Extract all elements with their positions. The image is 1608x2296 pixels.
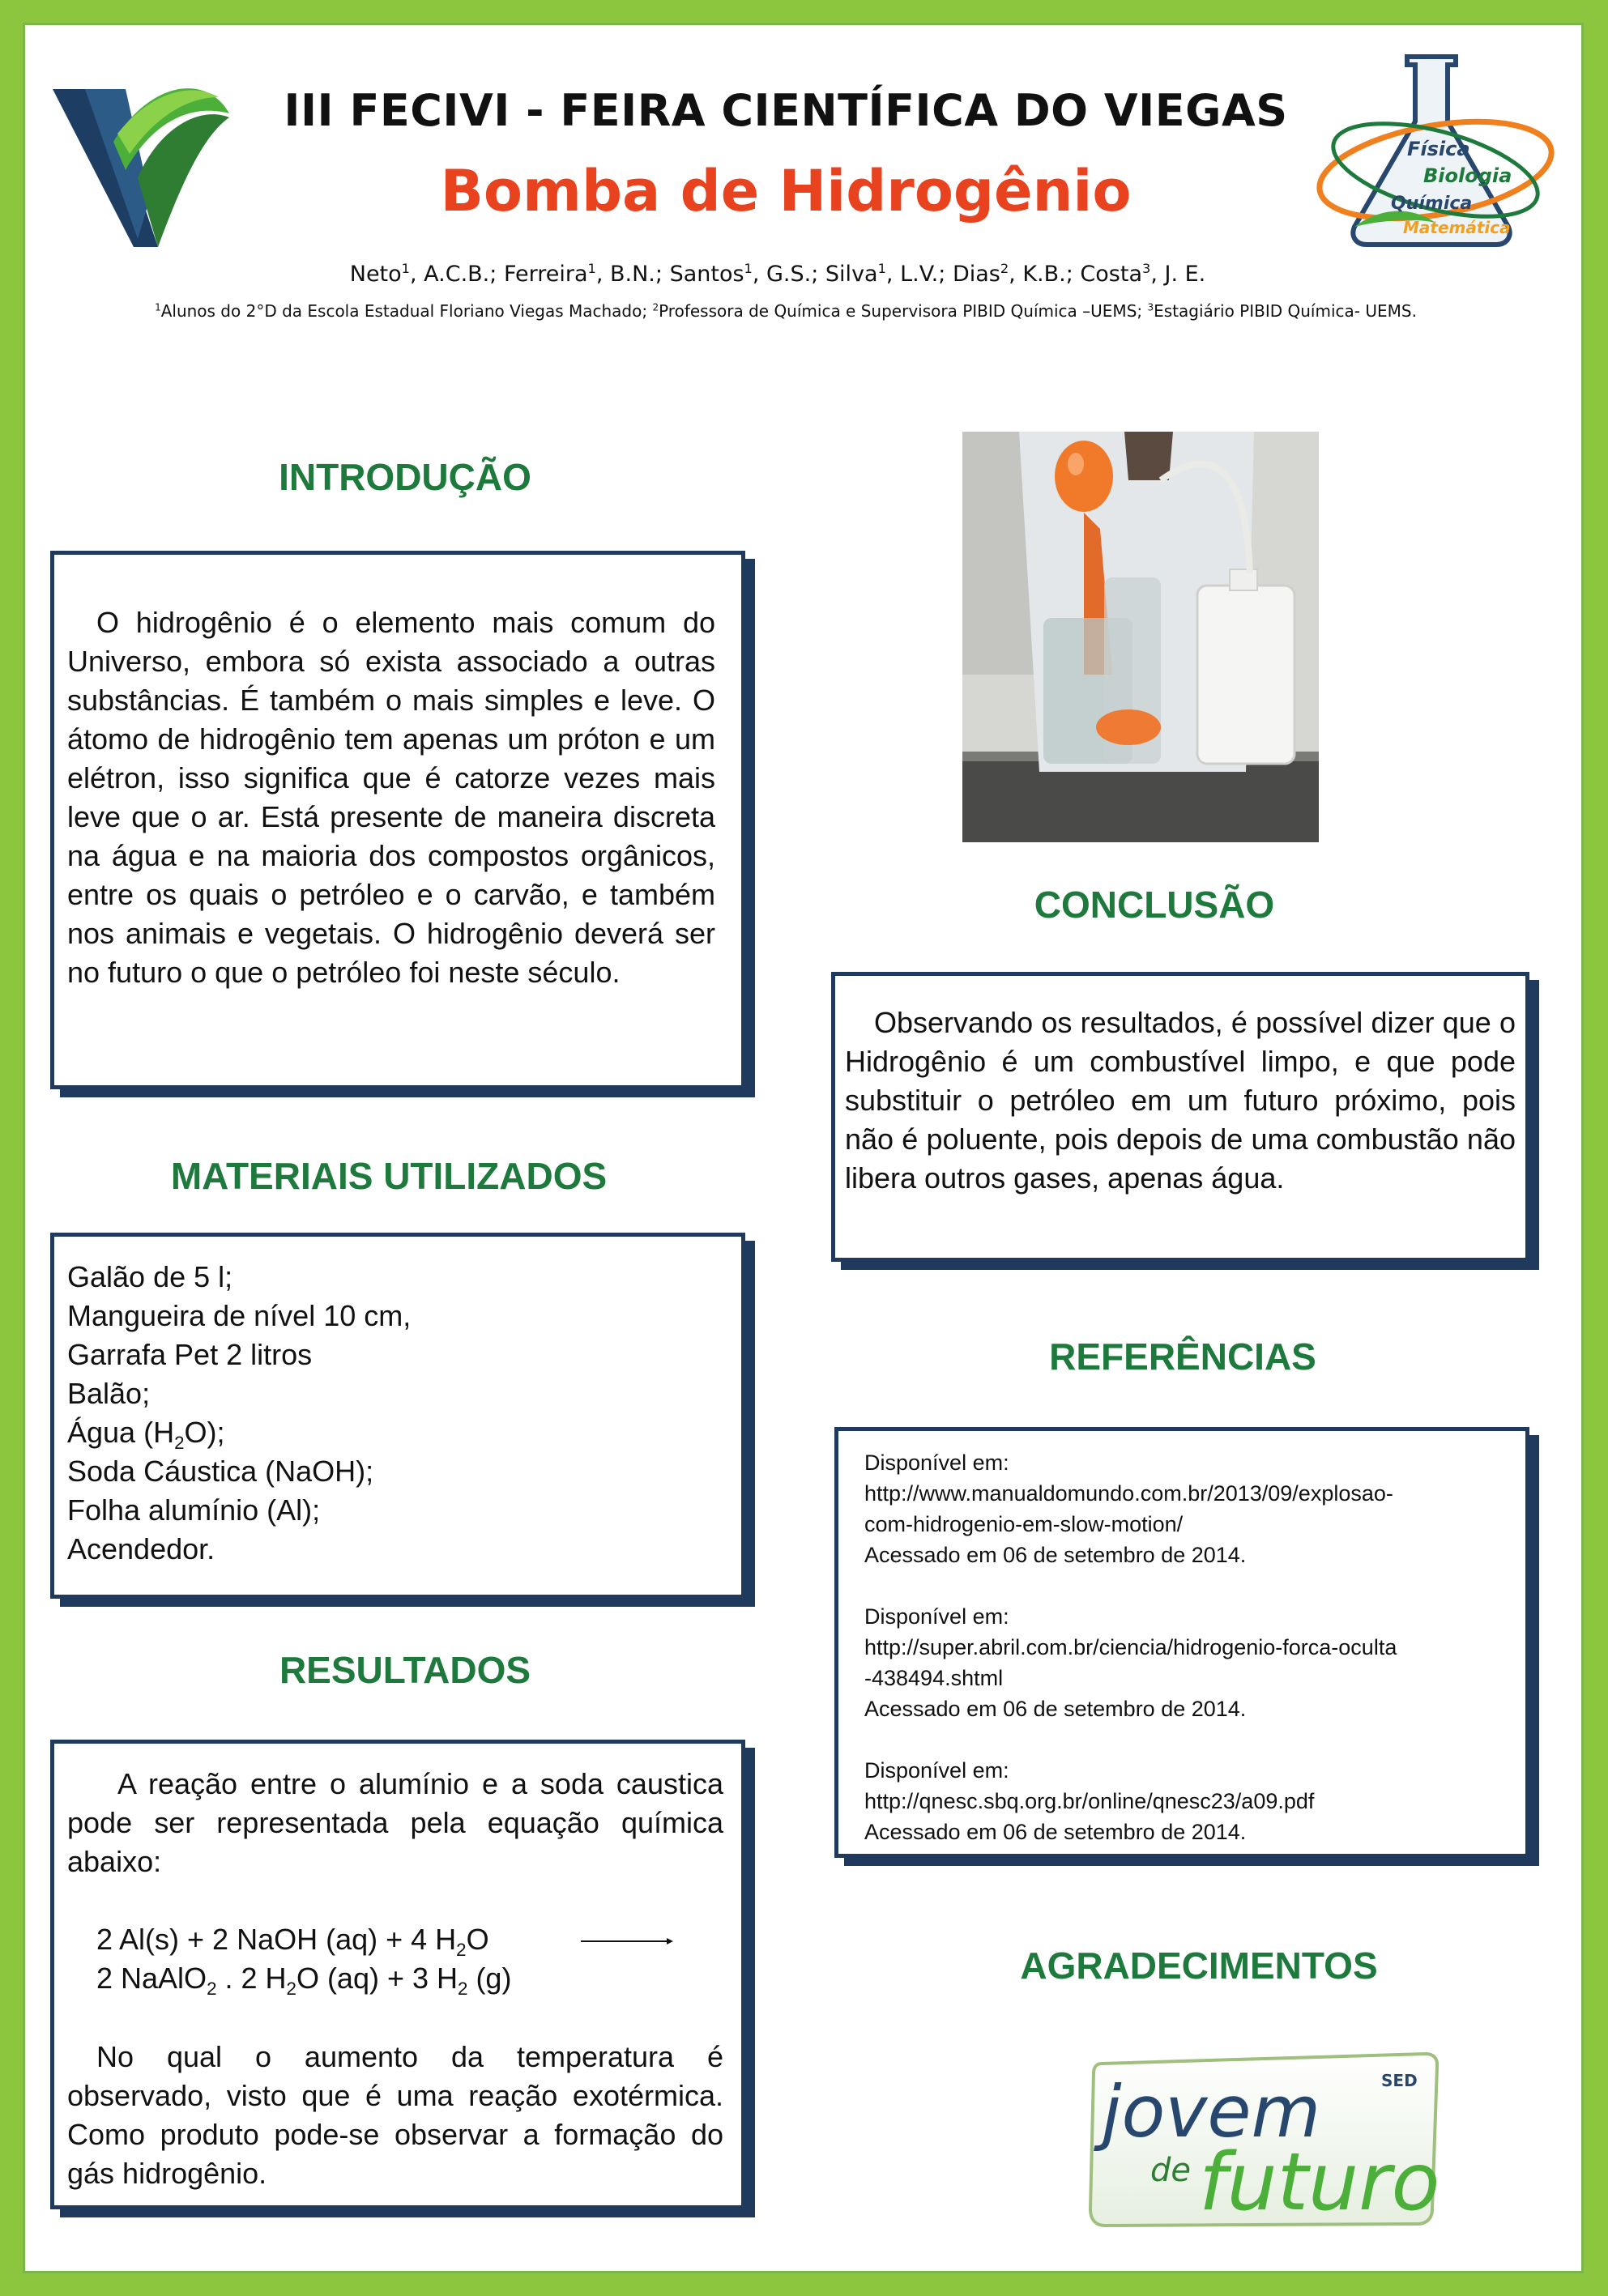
equation-line-1 — [96, 1920, 550, 1959]
affiliation-mark: 1 — [155, 301, 161, 313]
materiais-list — [67, 1258, 715, 1569]
author-mark: 2 — [1000, 261, 1009, 276]
resultados-intro: A reação entre o alumínio e a soda caustica pode ser representada pela equação química abaixo: — [67, 1767, 723, 1878]
referencias-box — [834, 1427, 1529, 1858]
reference-url-cont[interactable]: -438494.shtml — [864, 1666, 1004, 1690]
sponsor-word-jovem: jovem — [1102, 2070, 1321, 2153]
experiment-photo-illustration — [962, 432, 1319, 842]
water-text: Água (H — [67, 1416, 175, 1449]
equation-subscript: 2 — [286, 1979, 296, 2000]
list-item: Galão de 5 l; — [67, 1260, 233, 1293]
reference-url-cont[interactable]: com-hidrogenio-em-slow-motion/ — [864, 1512, 1184, 1536]
reference-url[interactable]: http://super.abril.com.br/ciencia/hidrogenio-forca-oculta — [864, 1635, 1397, 1659]
science-badge-logo — [1314, 49, 1573, 259]
author-initials: , A.C.B.; — [409, 262, 504, 287]
poster-title: Bomba de Hidrogênio — [440, 158, 1132, 224]
badge-word-fisica: Física — [1407, 138, 1470, 160]
reference-accessed: Acessado em 06 de setembro de 2014. — [864, 1697, 1247, 1721]
author-name: Santos — [669, 262, 744, 287]
equation-subscript: 2 — [456, 1940, 467, 1961]
resultados-box — [50, 1740, 745, 2209]
reaction-arrow-icon — [579, 1936, 676, 1946]
author-initials: , G.S.; — [752, 262, 825, 287]
author-initials: , K.B.; — [1009, 262, 1081, 287]
equation-text: O (aq) + 3 H — [296, 1962, 459, 1995]
reference-url[interactable]: http://www.manualdomundo.com.br/2013/09/explosao- — [864, 1481, 1393, 1506]
experiment-photo — [962, 432, 1319, 842]
author-mark: 1 — [744, 261, 753, 276]
author-initials: , B.N.; — [595, 262, 670, 287]
water-text-end: O); — [184, 1416, 225, 1449]
affiliation-text: Estagiário PIBID Química- UEMS. — [1154, 301, 1417, 321]
resultados-conclusion: No qual o aumento da temperatura é observado, visto que é uma reação exotérmica. Como produto pode-se observar a formação do gás hidrogênio. — [67, 2040, 723, 2190]
author-mark: 1 — [877, 261, 886, 276]
reference-label: Disponível em: — [864, 1758, 1009, 1783]
list-item: Folha alumínio (Al); — [67, 1493, 321, 1527]
list-item: Soda Cáustica (NaOH); — [67, 1455, 374, 1488]
list-item: Mangueira de nível 10 cm, — [67, 1299, 412, 1332]
author-initials: , J. E. — [1150, 262, 1206, 287]
author-name: Silva — [825, 262, 878, 287]
list-item: Acendedor. — [67, 1532, 215, 1565]
equation-text: 2 Al(s) + 2 NaOH (aq) + 4 H — [96, 1923, 457, 1956]
author-name: Costa — [1080, 262, 1142, 287]
equation-text: . 2 H — [216, 1962, 287, 1995]
equation-line-2 — [96, 1959, 712, 1998]
materiais-heading: MATERIAIS UTILIZADOS — [170, 1155, 608, 1197]
materiais-box — [50, 1233, 745, 1599]
author-initials: , L.V.; — [885, 262, 953, 287]
referencias-heading: REFERÊNCIAS — [1049, 1335, 1316, 1378]
author-name: Dias — [952, 262, 1000, 287]
affiliation-text: Alunos do 2°D da Escola Estadual Floriano Viegas Machado; — [160, 301, 653, 321]
reference-label: Disponível em: — [864, 1450, 1009, 1475]
reference-url[interactable]: http://qnesc.sbq.org.br/online/qnesc23/a09.pdf — [864, 1789, 1315, 1813]
conclusao-box — [831, 972, 1529, 1262]
equation-subscript: 2 — [207, 1979, 217, 2000]
badge-word-biologia: Biologia — [1423, 164, 1512, 187]
badge-word-matematica: Matemática — [1403, 218, 1511, 237]
reference-accessed: Acessado em 06 de setembro de 2014. — [864, 1820, 1247, 1844]
introducao-box — [50, 551, 745, 1089]
event-title: III FECIVI - FEIRA CIENTÍFICA DO VIEGAS — [284, 85, 1288, 136]
equation-text: (g) — [467, 1962, 512, 1995]
reference-item — [864, 1755, 1512, 1847]
equation-subscript: 2 — [458, 1979, 468, 2000]
agradecimentos-heading: AGRADECIMENTOS — [1020, 1945, 1378, 1987]
reference-item — [864, 1447, 1512, 1570]
conclusao-text: Observando os resultados, é possível dizer que o Hidrogênio é um combustível limpo, e que pode substituir o petróleo em um futuro próximo, pois não é poluente, pois depois de uma combustão não libera outros gases, apenas água. — [845, 1006, 1516, 1195]
sponsor-word-de: de — [1150, 2152, 1191, 2189]
equation-text: O — [466, 1923, 489, 1956]
list-item: Garrafa Pet 2 litros — [67, 1338, 313, 1371]
author-mark: 1 — [587, 261, 596, 276]
authors-line — [211, 262, 1345, 287]
equation-text: 2 NaAlO — [96, 1962, 207, 1995]
affiliations-line — [97, 301, 1474, 321]
affiliation-mark: 3 — [1147, 301, 1154, 313]
list-item: Balão; — [67, 1377, 151, 1410]
reference-item — [864, 1601, 1512, 1724]
affiliation-mark: 2 — [652, 301, 659, 313]
author-mark: 1 — [401, 261, 410, 276]
introducao-text: O hidrogênio é o elemento mais comum do Universo, embora só exista associado a outras substâncias. É também o mais simples e leve. O átomo de hidrogênio tem apenas um próton e um elétron, isso significa que é catorze vezes mais leve que o ar. Está presente de maneira discreta na água e na maioria dos compostos orgânicos, entre os quais o petróleo e o carvão, e também nos animais e vegetais. O hidrogênio deverá ser no futuro o que o petróleo foi neste século. — [67, 606, 715, 989]
reference-accessed: Acessado em 06 de setembro de 2014. — [864, 1543, 1247, 1567]
author-mark: 3 — [1142, 261, 1151, 276]
sponsor-badge-sed: SED — [1381, 2071, 1418, 2090]
school-logo — [36, 57, 231, 255]
affiliation-text: Professora de Química e Supervisora PIBID Química –UEMS; — [659, 301, 1148, 321]
author-name: Neto — [349, 262, 402, 287]
author-name: Ferreira — [503, 262, 588, 287]
sponsor-logo — [1086, 2047, 1442, 2232]
sponsor-word-futuro: futuro — [1199, 2136, 1440, 2229]
conclusao-heading: CONCLUSÃO — [1034, 884, 1275, 926]
badge-word-quimica: Química — [1391, 194, 1473, 214]
reference-label: Disponível em: — [864, 1604, 1009, 1629]
introducao-heading: INTRODUÇÃO — [279, 456, 531, 498]
resultados-heading: RESULTADOS — [279, 1649, 531, 1691]
list-item-water — [67, 1413, 715, 1452]
water-subscript: 2 — [174, 1433, 185, 1454]
